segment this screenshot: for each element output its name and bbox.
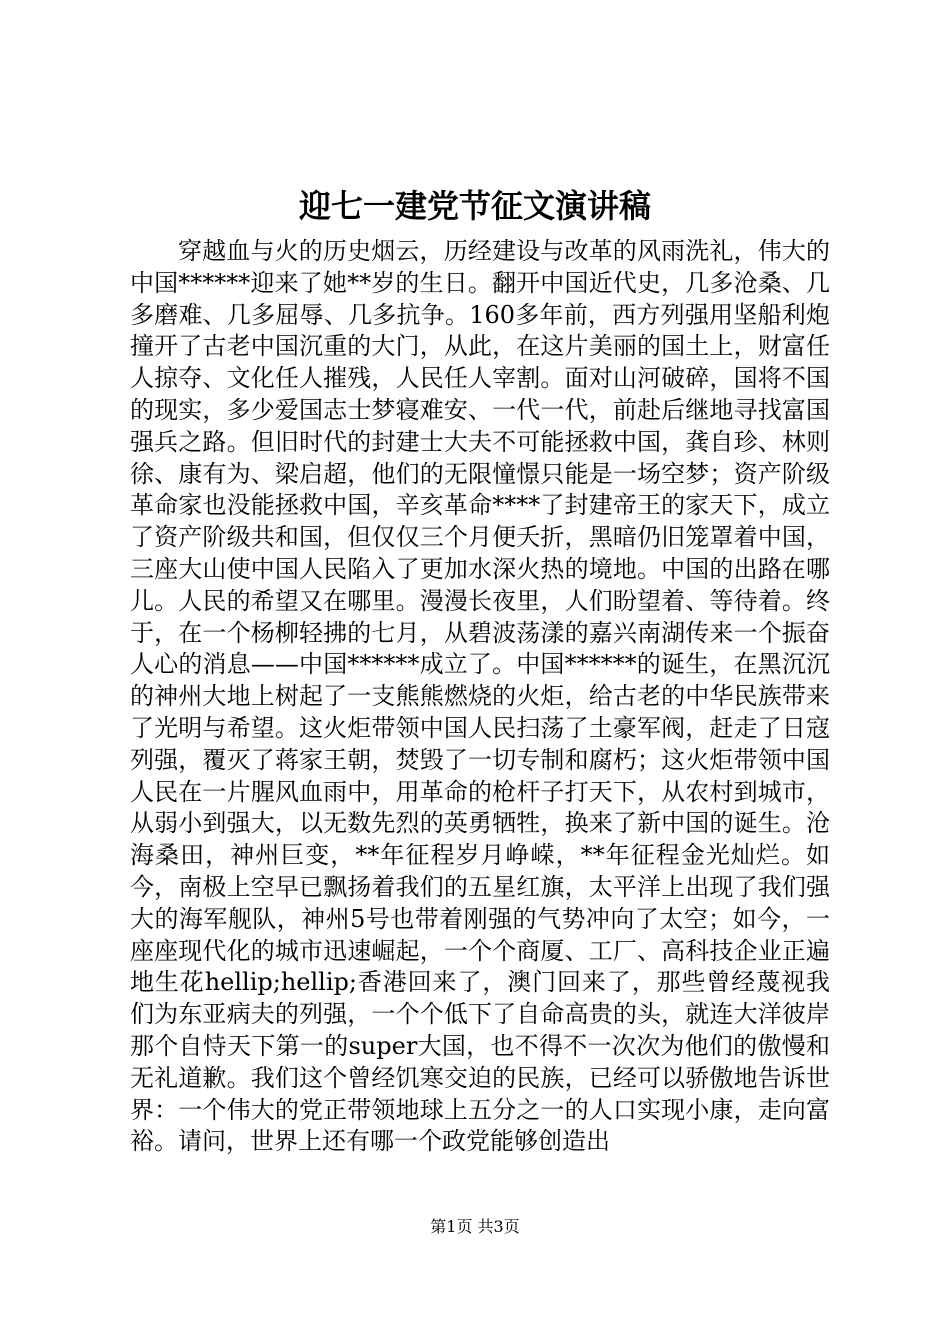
body-paragraph: 穿越血与火的历史烟云，历经建设与改革的风雨洗礼，伟大的中国******迎来了她**岁的生日。翻开中国近代史，几多沧桑、几多磨难、几多屈辱、几多抗争。160多年前，西方列强用坚船利炮撞开了古老中国沉重的大门，从此，在这片美丽的国土上，财富任人掠夺、文化任人摧残，人民任人宰割。面对山河破碎，国将不国的现实，多少爱国志士梦寝难安、一代一代，前赴后继地寻找富国强兵之路。但旧时代的封建士大夫不可能拯救中国，龚自珍、林则徐、康有为、梁启超，他们的无限憧憬只能是一场空梦；资产阶级革命家也没能拯救中国，辛亥革命****了封建帝王的家天下，成立了资产阶级共和国，但仅仅三个月便夭折，黑暗仍旧笼罩着中国，三座大山使中国人民陷入了更加水深火热的境地。中国的出路在哪儿。人民的希望又在哪里。漫漫长夜里，人们盼望着、等待着。终于，在一个杨柳轻拂的七月，从碧波荡漾的嘉兴南湖传来一个振奋人心的消息——中国******成立了。中国******的诞生，在黑沉沉的神州大地上树起了一支熊熊燃烧的火炬，给古老的中华民族带来了光明与希望。这火炬带领中国人民扫荡了土豪军阀，赶走了日寇列强，覆灭了蒋家王朝，焚毁了一切专制和腐朽；这火炬带领中国人民在一片腥风血雨中，用革命的枪杆子打天下，从农村到城市，从弱小到强大，以无数先烈的英勇牺牲，换来了新中国的诞生。沧海桑田，神州巨变，**年征程岁月峥嵘，**年征程金光灿烂。如今，南极上空早已飘扬着我们的五星红旗，太平洋上出现了我们强大的海军舰队，神州5号也带着刚强的气势冲向了太空；如今，一座座现代化的城市迅速崛起，一个个商厦、工厂、高科技企业正遍地生花hellip;hellip;香港回来了，澳门回来了，那些曾经蔑视我们为东亚病夫的列强，一个个低下了自命高贵的头，就连大洋彼岸那个自恃天下第一的super大国，也不得不一次次为他们的傲慢和无礼道歉。我们这个曾经饥寒交迫的民族，已经可以骄傲地告诉世界：一个伟大的党正带领地球上五分之一的人口实现小康，走向富裕。请问，世界上还有哪一个政党能够创造出	[130, 237, 830, 1156]
page-number-footer: 第1页 共3页	[430, 1217, 520, 1236]
document-title: 迎七一建党节征文演讲稿	[298, 187, 651, 225]
